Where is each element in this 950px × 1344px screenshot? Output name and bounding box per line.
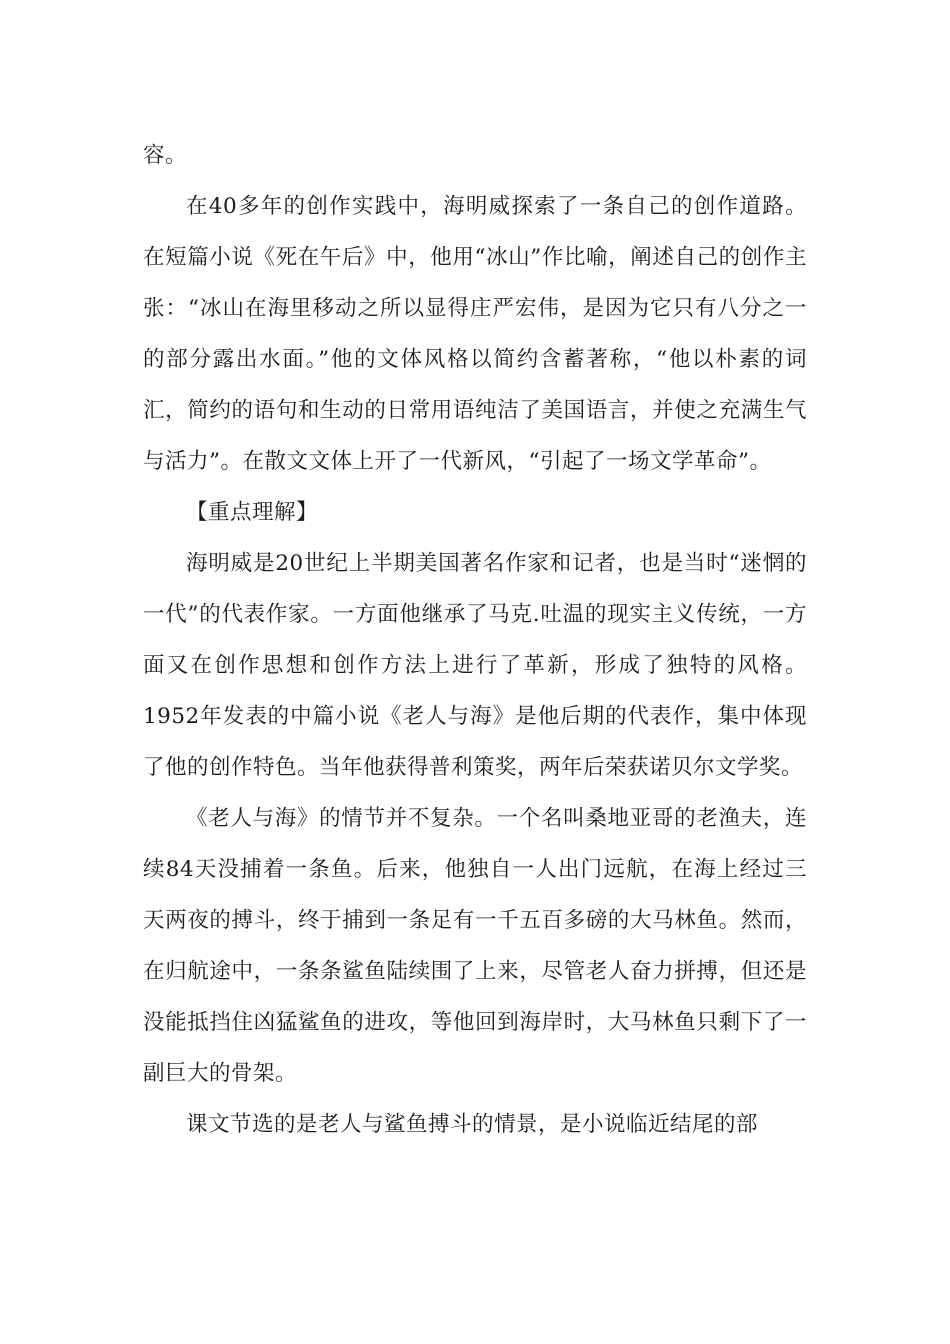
paragraph-excerpt-note: 课文节选的是老人与鲨鱼搏斗的情景，是小说临近结尾的部 bbox=[186, 1112, 759, 1137]
paragraph-continuation: 容。 bbox=[143, 143, 188, 168]
section-heading-key-understanding: 【重点理解】 bbox=[186, 500, 319, 525]
paragraph-creative-path: 在40多年的创作实践中，海明威探索了一条自己的创作道路。在短篇小说《死在午后》中，他用“冰山”作比喻，阐述自己的创作主张：“冰山在海里移动之所以显得庄严宏伟，是因为它只有八分之一的部分露出水面。”他的文体风格以简约含蓄著称，“他以朴素的词汇，简约的语句和生动的日常用语纯洁了美国语言，并使之充满生气与活力”。在散文文体上开了一代新风，“引起了一场文学革命”。 bbox=[143, 194, 807, 474]
document-body bbox=[143, 130, 807, 1150]
paragraph-hemingway-intro: 海明威是20世纪上半期美国著名作家和记者，也是当时“迷惘的一代”的代表作家。一方面他继承了马克.吐温的现实主义传统，一方面又在创作思想和创作方法上进行了革新，形成了独特的风格。1952年发表的中篇小说《老人与海》是他后期的代表作，集中体现了他的创作特色。当年他获得普利策奖，两年后荣获诺贝尔文学奖。 bbox=[143, 551, 807, 780]
paragraph-plot-summary: 《老人与海》的情节并不复杂。一个名叫桑地亚哥的老渔夫，连续84天没捕着一条鱼。后来，他独自一人出门远航，在海上经过三天两夜的搏斗，终于捕到一条足有一千五百多磅的大马林鱼。然而，在归航途中，一条条鲨鱼陆续围了上来，尽管老人奋力拼搏，但还是没能抵挡住凶猛鲨鱼的进攻，等他回到海岸时，大马林鱼只剩下了一副巨大的骨架。 bbox=[143, 806, 807, 1086]
